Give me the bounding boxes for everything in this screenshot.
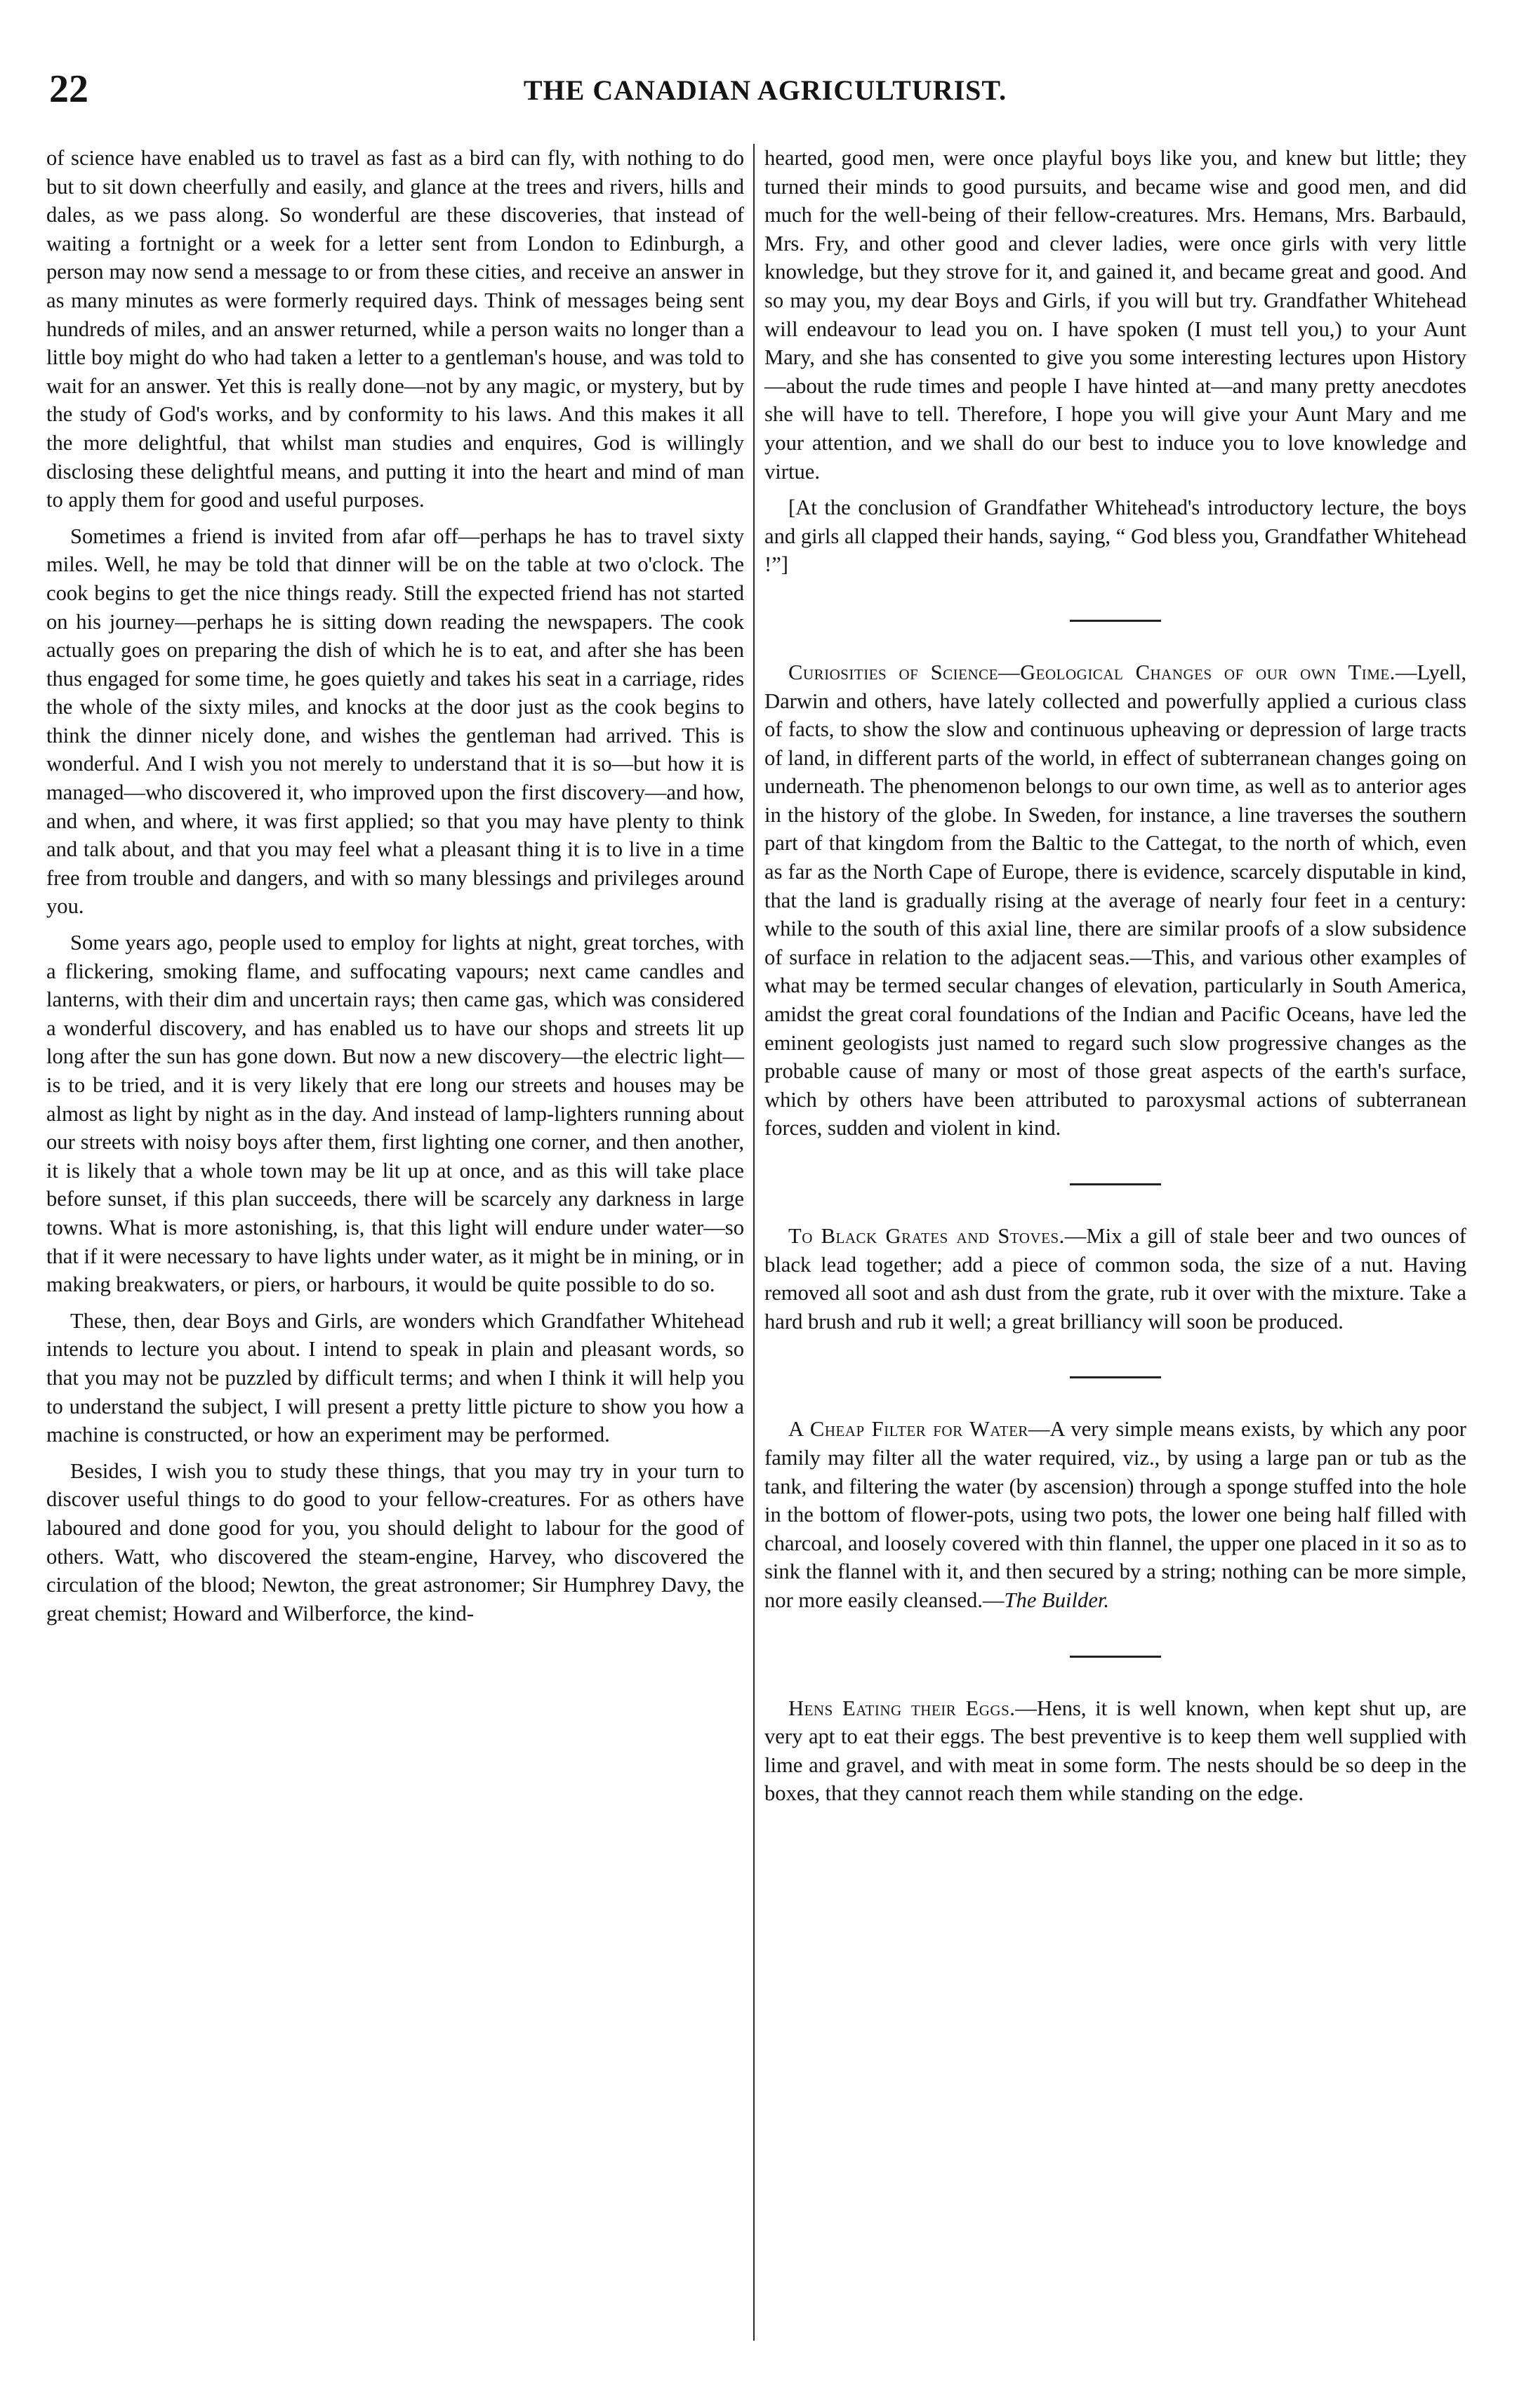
article-geological-changes [764, 658, 1466, 1143]
article-body: —A very simple means exists, by which any poor family may filter all the water required, viz., by using a large pan or tub as the tank, and filtering the water (by ascension) through a sponge stuffed into the hole in the bottom of flower-pots, using two pots, the lower one being half filled with charcoal, and loosely covered with thin flannel, the upper one placed in it so as to sink the flannel with it, and then secured by a string; nothing can be more simple, nor more easily cleansed.— [764, 1417, 1466, 1612]
article-hens-eggs [764, 1694, 1466, 1808]
article-heading: A Cheap Filter for Water [788, 1417, 1028, 1442]
page-header [49, 67, 1481, 123]
paragraph: of science have enabled us to travel as fast as a bird can fly, with nothing to do but to sit down cheerfully and easily, and glance at the trees and rivers, hills and dales, as we pass along. So wonderful are these discoveries, that instead of waiting a fortnight or a week for a letter sent from London to Edinburgh, a person may now send a message to or from these cities, and receive an answer in as many minutes as were formerly required days. Think of messages being sent hundreds of miles, and an answer returned, while a person waits no longer than a little boy might do who had taken a letter to a gentleman's house, and was told to wait for an answer. Yet this is really done—not by any magic, or mystery, but by the study of God's works, and by conformity to his laws. And this makes it all the more delightful, that whilst man studies and enquires, God is willingly disclosing these delightful means, and putting it into the heart and mind of man to apply them for good and useful purposes. [46, 146, 744, 512]
article-body: —Mix a gill of stale beer and two ounces of black lead together; add a piece of common soda, the size of a nut. Having removed all soot and ash dust from the grate, rub it over with the mixture. Take a hard brush and rub it well; a great brilliancy will soon be produced. [764, 1224, 1466, 1333]
section-separator [1070, 620, 1161, 622]
section-separator [1070, 1183, 1161, 1185]
paragraph: hearted, good men, were once playful boys like you, and knew but little; they turned their minds to good pursuits, and became wise and good men, and did much for the well-being of their fellow-creatures. Mrs. Hemans, Mrs. Barbauld, Mrs. Fry, and other good and clever ladies, were once girls with very little knowledge, but they strove for it, and gained it, and became great and good. And so may you, my dear Boys and Girls, if you will but try. Grandfather Whitehead will endeavour to lead you on. I have spoken (I must tell you,) to your Aunt Mary, and she has consented to give you some interesting lectures upon History—about the rude times and people I have hinted at—and many pretty anecdotes she will have to tell. Therefore, I hope you will give your Aunt Mary and me your attention, and we shall do our best to induce you to love knowledge and virtue. [764, 146, 1466, 484]
editorial-note: [At the conclusion of Grandfather Whitehead's introductory lecture, the boys and girls all clapped their hands, saying, “ God bless you, Grandfather Whitehead !”] [764, 495, 1466, 577]
article-heading: To Black Grates and Stoves. [788, 1224, 1065, 1248]
left-column [46, 144, 744, 1635]
page-number: 22 [49, 67, 88, 111]
article-cheap-filter [764, 1415, 1466, 1614]
paragraph: Besides, I wish you to study these things, that you may try in your turn to discover useful things to do good to your fellow-creatures. For as others have laboured and done good for you, you should delight to labour for the good of others. Watt, who discovered the steam-engine, Harvey, who discovered the circulation of the blood; Newton, the great astronomer; Sir Humphrey Davy, the great chemist; Howard and Wilberforce, the kind- [46, 1458, 744, 1625]
paragraph: These, then, dear Boys and Girls, are wonders which Grandfather Whitehead intends to lecture you about. I intend to speak in plain and pleasant words, so that you may not be puzzled by difficult terms; and when I think it will help you to understand the subject, I will present a pretty little picture to show you how a machine is constructed, or how an experiment may be performed. [46, 1308, 744, 1447]
column-divider [753, 144, 755, 2341]
article-body: —Hens, it is well known, when kept shut up, are very apt to eat their eggs. The best preventive is to keep them well supplied with lime and gravel, and with meat in some form. The nests should be so deep in the boxes, that they cannot reach them while standing on the edge. [764, 1696, 1466, 1806]
running-head: THE CANADIAN AGRICULTURIST. [523, 74, 1007, 106]
article-source: The Builder. [1004, 1588, 1110, 1612]
article-heading: Curiosities of Science—Geological Changes of our own Time. [788, 660, 1396, 684]
paragraph: Some years ago, people used to employ for lights at night, great torches, with a flickering, smoking flame, and suffocating vapours; next came candles and lanterns, with their dim and uncertain rays; then came gas, which was considered a wonderful discovery, and has enabled us to have our shops and streets lit up long after the sun has gone down. But now a new discovery—the electric light—is to be tried, and it is very likely that ere long our streets and houses may be almost as light by night as in the day. And instead of lamp-lighters running about our streets with noisy boys after them, first lighting one corner, and then another, it is likely that a whole town may be lit up at once, and as this will take place before sunset, if this plan succeeds, there will be scarcely any darkness in large towns. What is more astonishing, is, that this light will endure under water—so that if it were necessary to have lights under water, as it might be in mining, or in making breakwaters, or piers, or harbours, it would be quite possible to do so. [46, 931, 744, 1297]
paragraph: Sometimes a friend is invited from afar off—perhaps he has to travel sixty miles. Well, he may be told that dinner will be on the table at two o'clock. The cook begins to get the nice things ready. Still the expected friend has not started on his journey—perhaps he is sitting down reading the newspapers. The cook actually goes on preparing the dish of which he is to eat, and after she has been thus engaged for some time, he goes quietly and takes his seat in a carriage, rides the whole of the sixty miles, and knocks at the door just as the cook begins to think the dinner nicely done, and wishes the gentleman had arrived. This is wonderful. And I wish you not merely to understand that it is so—but how it is managed—who discovered it, who improved upon the first discovery—and how, and when, and where, it was first applied; so that you may have plenty to think and talk about, and that you may feel what a pleasant thing it is to live in a time free from trouble and dangers, and with so many blessings and privileges around you. [46, 524, 744, 919]
section-separator [1070, 1376, 1161, 1378]
article-body: —Lyell, Darwin and others, have lately collected and powerfully applied a curious class of facts, to show the slow and continuous upheaving or depression of large tracts of land, in different parts of the world, in effect of subterranean changes going on underneath. The phenomenon belongs to our own time, as well as to anterior ages in the history of the globe. In Sweden, for instance, a line traverses the southern part of that kingdom from the Baltic to the Cattegat, to the north of which, even as far as the North Cape of Europe, there is evidence, scarcely disputable in kind, that the land is gradually rising at the average of nearly four feet in a century: while to the south of this axial line, there are similar proofs of a slow subsidence of surface in relation to the adjacent seas.—This, and various other examples of what may be termed secular changes of elevation, particularly in South America, amidst the great coral foundations of the Indian and Pacific Oceans, have led the eminent geologists just named to regard such slow progressive changes as the probable cause of many or most of those great aspects of the earth's surface, which by others have been attributed to paroxysmal actions of subterranean forces, sudden and violent in kind. [764, 660, 1466, 1140]
section-separator [1070, 1656, 1161, 1658]
article-black-grates [764, 1222, 1466, 1336]
article-heading: Hens Eating their Eggs. [788, 1696, 1016, 1720]
right-column [764, 144, 1466, 1816]
